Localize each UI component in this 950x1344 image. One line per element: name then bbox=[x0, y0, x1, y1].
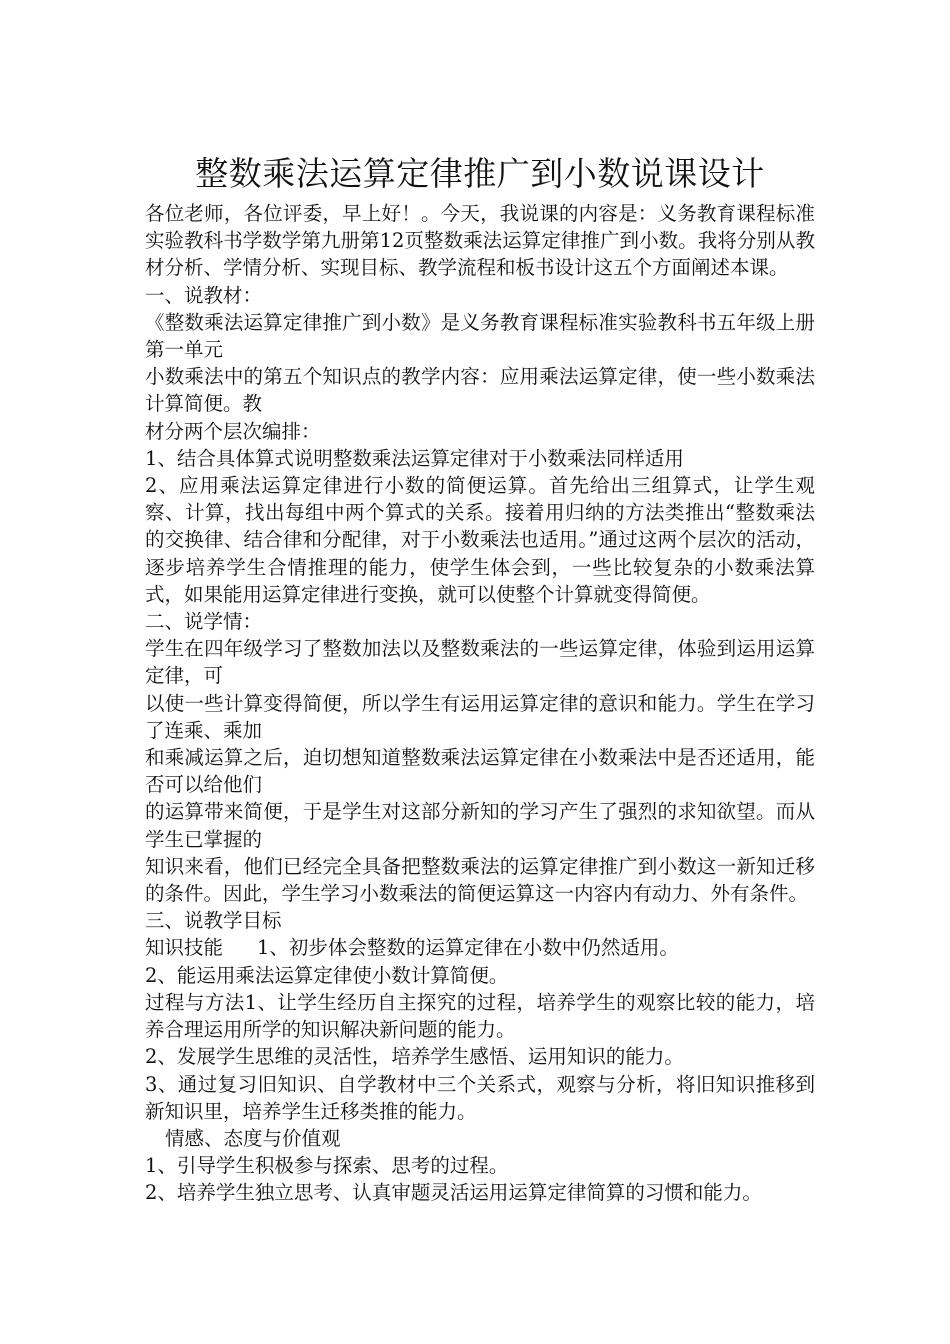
list-item: 2、能运用乘法运算定律使小数计算简便。 bbox=[145, 963, 509, 987]
section-heading-textbook: 一、说教材： bbox=[145, 283, 263, 307]
list-item: 1、引导学生积极参与探索、思考的过程。 bbox=[145, 1154, 509, 1178]
emotion-heading: 情感、态度与价值观 bbox=[165, 1126, 341, 1150]
section-heading-goals: 三、说教学目标 bbox=[145, 909, 282, 933]
paragraph: 和乘减运算之后，迫切想知道整数乘法运算定律在小数乘法中是否还适用，能否可以给他们 bbox=[145, 746, 815, 797]
list-item: 2、发展学生思维的灵活性，培养学生感悟、运用知识的能力。 bbox=[145, 1045, 684, 1069]
goal-knowledge-line bbox=[145, 934, 815, 961]
list-item: 2、应用乘法运算定律进行小数的简便运算。首先给出三组算式，让学生观察、计算，找出每组中两个算式的关系。接着用归纳的方法类推出“整数乘法的交换律、结合律和分配律，对于小数乘法也适用。”通过这两个层次的活动，逐步培养学生合情推理的能力，使学生体会到，一些比较复杂的小数乘法算式，如果能用运算定律进行变换，就可以使整个计算就变得简便。 bbox=[145, 474, 815, 606]
section-heading-students: 二、说学情： bbox=[145, 610, 263, 634]
paragraph-intro: 各位老师，各位评委，早上好！。今天，我说课的内容是：义务教育课程标准实验教科书学数学第九册第12页整数乘法运算定律推广到小数。我将分别从教材分析、学情分析、实现目标、教学流程和板书设计这五个方面阐述本课。 bbox=[145, 202, 815, 280]
list-item: 3、通过复习旧知识、自学教材中三个关系式，观察与分析，将旧知识推移到新知识里，培养学生迁移类推的能力。 bbox=[145, 1072, 815, 1123]
document-body bbox=[145, 200, 815, 1207]
paragraph: 知识来看，他们已经完全具备把整数乘法的运算定律推广到小数这一新知迁移的条件。因此，学生学习小数乘法的简便运算这一内容内有动力、外有条件。 bbox=[145, 854, 815, 906]
paragraph: 学生在四年级学习了整数加法以及整数乘法的一些运算定律，体验到运用运算定律，可 bbox=[145, 637, 815, 688]
paragraph: 的运算带来简便，于是学生对这部分新知的学习产生了强烈的求知欲望。而从学生已掌握的 bbox=[145, 800, 815, 851]
paragraph: 《整数乘法运算定律推广到小数》是义务教育课程标准实验教科书五年级上册第一单元 bbox=[145, 310, 815, 362]
document-title: 整数乘法运算定律推广到小数说课设计 bbox=[195, 154, 765, 193]
list-item: 2、培养学生独立思考、认真审题灵活运用运算定律简算的习惯和能力。 bbox=[145, 1181, 762, 1205]
goal-knowledge-label: 知识技能 bbox=[145, 936, 224, 960]
paragraph: 以使一些计算变得简便，所以学生有运用运算定律的意识和能力。学生在学习了连乘、乘加 bbox=[145, 691, 815, 742]
paragraph: 材分两个层次编排： bbox=[145, 419, 321, 443]
paragraph: 小数乘法中的第五个知识点的教学内容：应用乘法运算定律，使一些小数乘法计算简便。教 bbox=[145, 365, 815, 416]
paragraph: 过程与方法1、让学生经历自主探究的过程，培养学生的观察比较的能力，培养合理运用所学的知识解决新问题的能力。 bbox=[145, 990, 815, 1042]
document-page bbox=[145, 148, 815, 1207]
list-item: 1、结合具体算式说明整数乘法运算定律对于小数乘法同样适用 bbox=[145, 446, 684, 470]
goal-knowledge-item: 1、初步体会整数的运算定律在小数中仍然适用。 bbox=[257, 936, 679, 960]
